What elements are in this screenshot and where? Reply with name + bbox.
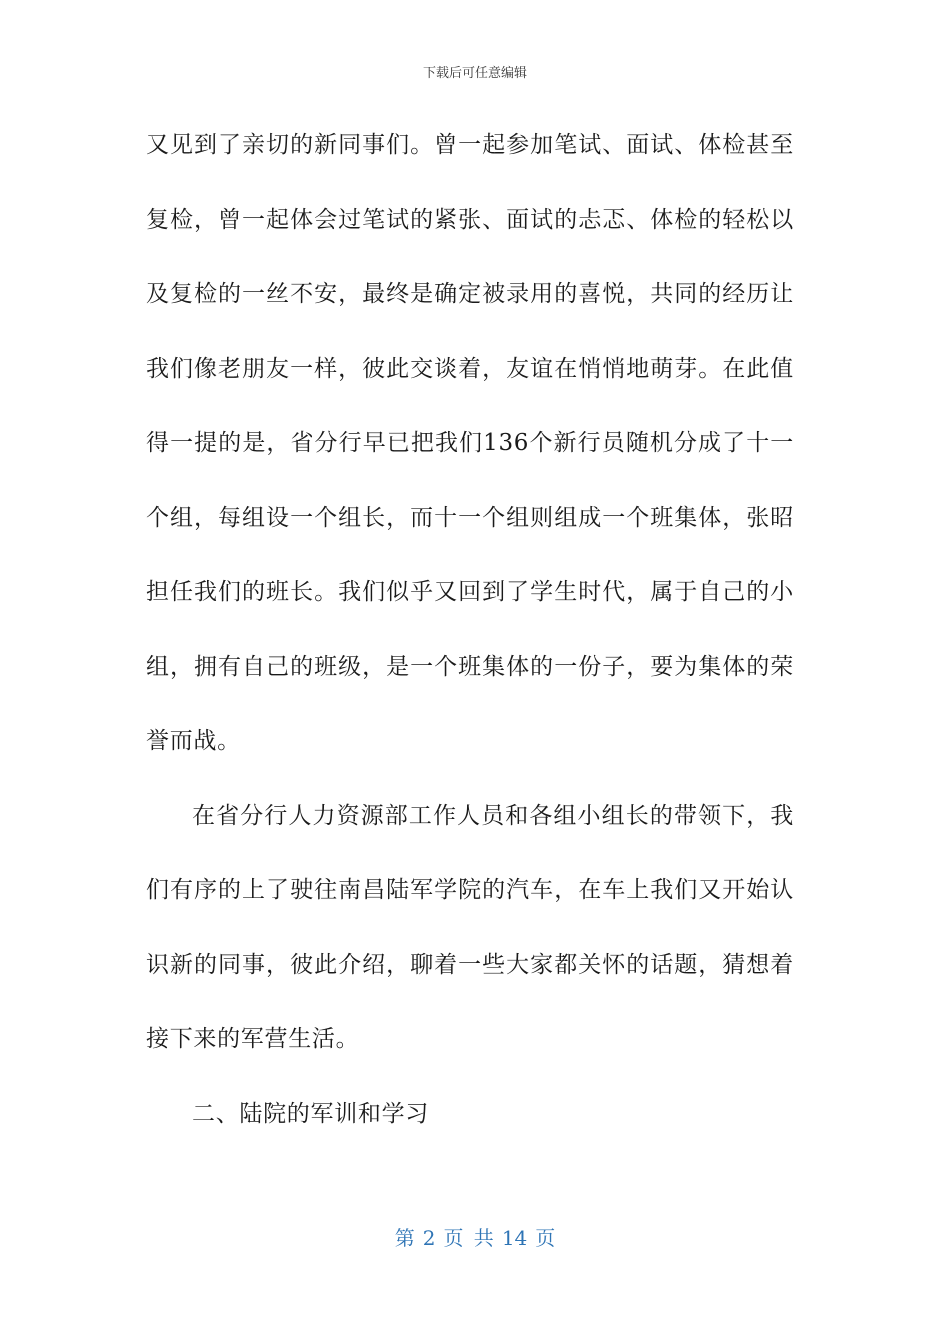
footer-suffix: 页 [535,1226,556,1250]
page-header: 下载后可任意编辑 [422,66,527,81]
text-line: 得一提的是，省分行早已把我们136个新行员随机分成了十一 [146,430,794,456]
text-line: 誉而战。 [146,728,241,754]
text-line: 识新的同事，彼此介绍，聊着一些大家都关怀的话题，猜想着 [146,951,794,978]
page-number: 2 [422,1226,436,1250]
text-line: 接下来的军营生活。 [146,1026,360,1052]
text-line: 们有序的上了驶往南昌陆军学院的汽车，在车上我们又开始认 [146,877,794,903]
text-line: 我们像老朋友一样，彼此交谈着，友谊在悄悄地萌芽。在此值 [146,355,794,382]
section-heading-text: 二、陆院的军训和学习 [192,1100,429,1127]
paragraph-2 [146,791,794,1089]
text-line: 在省分行人力资源部工作人员和各组小组长的带领下，我 [192,802,794,829]
footer-middle: 页 共 [443,1226,494,1250]
total-pages: 14 [501,1226,528,1250]
section-heading [146,1089,794,1164]
text-line: 复检，曾一起体会过笔试的紧张、面试的忐忑、体检的轻松以 [146,206,794,233]
document-body [146,120,794,1163]
text-line: 个组，每组设一个组长，而十一个组则组成一个班集体，张昭 [146,504,794,531]
footer-prefix: 第 [394,1226,415,1250]
text-line: 又见到了亲切的新同事们。曾一起参加笔试、面试、体检甚至 [146,132,794,158]
paragraph-1 [146,120,794,791]
page-footer [0,1224,950,1252]
text-line: 及复检的一丝不安，最终是确定被录用的喜悦，共同的经历让 [146,281,794,307]
text-line: 组，拥有自己的班级，是一个班集体的一份子，要为集体的荣 [146,653,794,680]
text-line: 担任我们的班长。我们似乎又回到了学生时代，属于自己的小 [146,579,794,605]
